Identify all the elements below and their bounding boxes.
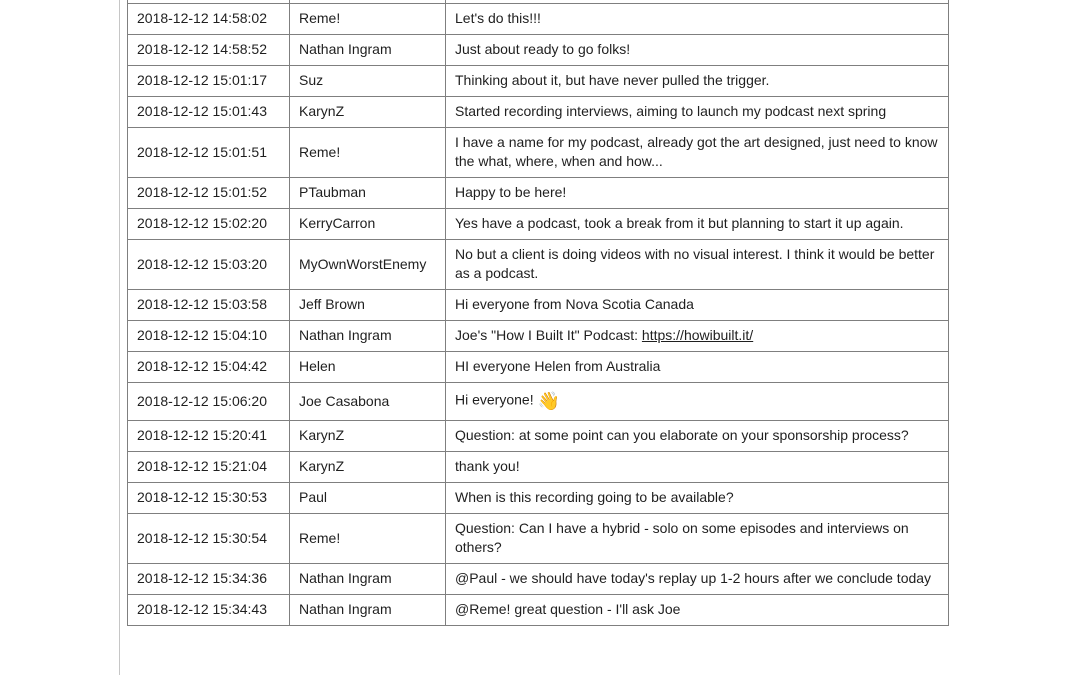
chat-row	[128, 352, 949, 383]
waving-hand-emoji: 👋	[537, 391, 560, 411]
message-link[interactable]: https://howibuilt.it/	[641, 327, 754, 343]
message-cell: Let's do this!!!	[446, 4, 949, 35]
message-cell: Joe's "How I Built It" Podcast: https://howibuilt.it/	[446, 321, 949, 352]
timestamp-cell: 2018-12-12 15:04:42	[128, 352, 290, 383]
timestamp-cell: 2018-12-12 15:03:20	[128, 240, 290, 290]
timestamp-cell: 2018-12-12 15:03:58	[128, 290, 290, 321]
message-cell: Hi everyone from Nova Scotia Canada	[446, 290, 949, 321]
timestamp-cell: 2018-12-12 15:30:54	[128, 514, 290, 564]
timestamp-cell: 2018-12-12 15:34:43	[128, 595, 290, 626]
chat-log-body	[128, 0, 949, 626]
chat-row	[128, 178, 949, 209]
message-cell: Thinking about it, but have never pulled the trigger.	[446, 66, 949, 97]
timestamp-cell: 2018-12-12 15:04:10	[128, 321, 290, 352]
author-cell: Nathan Ingram	[290, 595, 446, 626]
timestamp-cell: 2018-12-12 14:58:52	[128, 35, 290, 66]
timestamp-cell: 2018-12-12 15:30:53	[128, 483, 290, 514]
author-cell: Joe Casabona	[290, 383, 446, 421]
message-cell: Just about ready to go folks!	[446, 35, 949, 66]
chat-row	[128, 383, 949, 421]
author-cell: Nathan Ingram	[290, 564, 446, 595]
message-cell: Yes have a podcast, took a break from it but planning to start it up again.	[446, 209, 949, 240]
author-cell: KerryCarron	[290, 209, 446, 240]
chat-row	[128, 483, 949, 514]
chat-row	[128, 452, 949, 483]
author-cell: Reme!	[290, 4, 446, 35]
timestamp-cell: 2018-12-12 15:01:51	[128, 128, 290, 178]
timestamp-cell: 2018-12-12 15:02:20	[128, 209, 290, 240]
chat-row	[128, 321, 949, 352]
message-cell: thank you!	[446, 452, 949, 483]
message-cell: @Reme! great question - I'll ask Joe	[446, 595, 949, 626]
author-cell: KarynZ	[290, 421, 446, 452]
chat-row	[128, 514, 949, 564]
chat-row	[128, 421, 949, 452]
chat-row	[128, 240, 949, 290]
chat-row	[128, 209, 949, 240]
timestamp-cell: 2018-12-12 15:06:20	[128, 383, 290, 421]
chat-row	[128, 564, 949, 595]
timestamp-cell: 2018-12-12 15:20:41	[128, 421, 290, 452]
message-cell: No but a client is doing videos with no visual interest. I think it would be better as a podcast.	[446, 240, 949, 290]
author-cell: Reme!	[290, 128, 446, 178]
table-outer-left-border	[119, 0, 120, 675]
timestamp-cell: 2018-12-12 15:01:43	[128, 97, 290, 128]
author-cell: MyOwnWorstEnemy	[290, 240, 446, 290]
chat-row	[128, 290, 949, 321]
message-cell: Question: Can I have a hybrid - solo on some episodes and interviews on others?	[446, 514, 949, 564]
author-cell: Reme!	[290, 514, 446, 564]
chat-row	[128, 66, 949, 97]
author-cell: Nathan Ingram	[290, 35, 446, 66]
chat-row	[128, 4, 949, 35]
timestamp-cell: 2018-12-12 15:21:04	[128, 452, 290, 483]
author-cell: Suz	[290, 66, 446, 97]
message-cell: @Paul - we should have today's replay up 1-2 hours after we conclude today	[446, 564, 949, 595]
message-cell: Started recording interviews, aiming to launch my podcast next spring	[446, 97, 949, 128]
timestamp-cell: 2018-12-12 15:01:52	[128, 178, 290, 209]
chat-row	[128, 97, 949, 128]
author-cell: PTaubman	[290, 178, 446, 209]
message-cell: HI everyone Helen from Australia	[446, 352, 949, 383]
message-cell: Happy to be here!	[446, 178, 949, 209]
chat-log-table	[127, 0, 949, 626]
chat-row	[128, 595, 949, 626]
message-cell: Hi everyone! 👋	[446, 383, 949, 421]
author-cell: Paul	[290, 483, 446, 514]
message-cell: Question: at some point can you elaborate on your sponsorship process?	[446, 421, 949, 452]
timestamp-cell: 2018-12-12 14:58:02	[128, 4, 290, 35]
author-cell: Helen	[290, 352, 446, 383]
author-cell: KarynZ	[290, 97, 446, 128]
timestamp-cell: 2018-12-12 15:01:17	[128, 66, 290, 97]
chat-row	[128, 128, 949, 178]
author-cell: KarynZ	[290, 452, 446, 483]
author-cell: Nathan Ingram	[290, 321, 446, 352]
chat-row	[128, 35, 949, 66]
message-cell: When is this recording going to be available?	[446, 483, 949, 514]
message-cell: I have a name for my podcast, already got the art designed, just need to know the what, where, when and how...	[446, 128, 949, 178]
author-cell: Jeff Brown	[290, 290, 446, 321]
timestamp-cell: 2018-12-12 15:34:36	[128, 564, 290, 595]
